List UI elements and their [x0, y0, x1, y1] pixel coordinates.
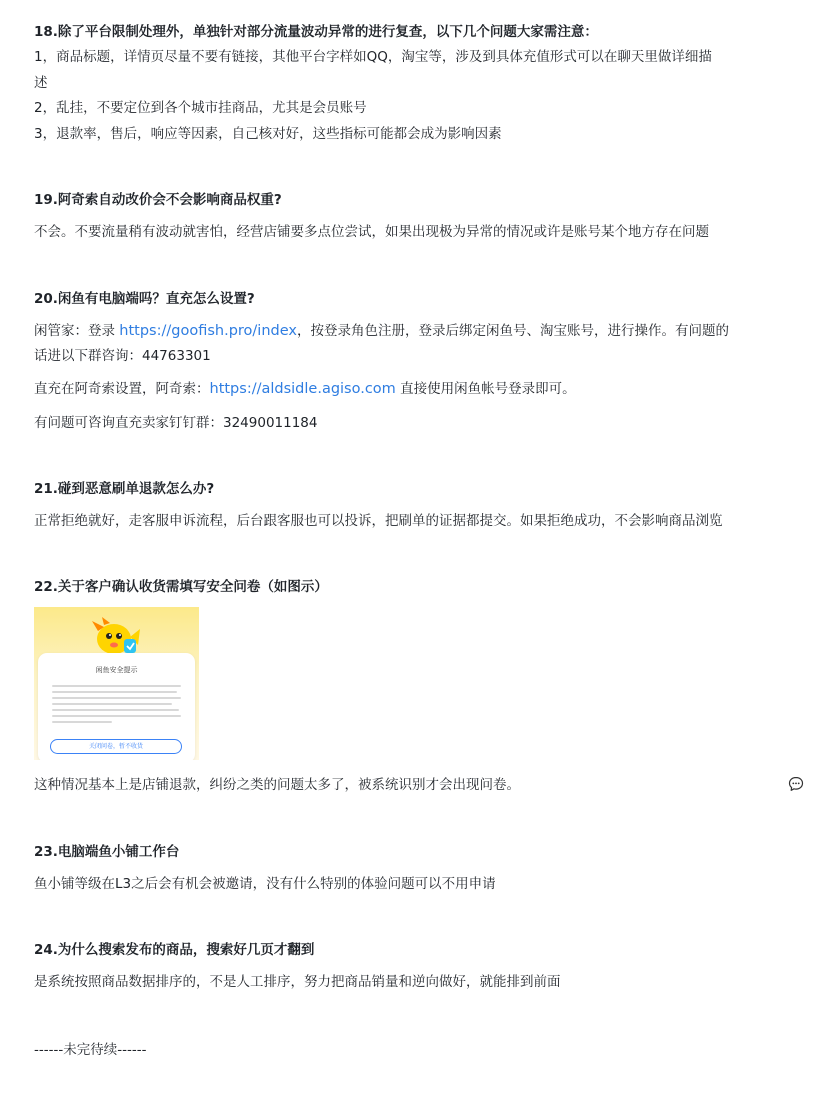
q19-title: 19.阿奇索自动改价会不会影响商品权重? — [34, 192, 282, 208]
q20-paragraph-2 — [34, 379, 576, 399]
goofish-link[interactable]: https://goofish.pro/index — [119, 323, 297, 339]
q23-answer: 鱼小铺等级在L3之后会有机会被邀请，没有什么特别的体验问题可以不用申请 — [34, 876, 496, 892]
dialog-text-line — [52, 703, 172, 705]
q24-answer: 是系统按照商品数据排序的，不是人工排序，努力把商品销量和逆向做好，就能排到前面 — [34, 974, 561, 990]
q20-p1-prefix: 闲管家：登录 — [34, 323, 120, 339]
q18-line3: 3，退款率，售后，响应等因素，自己核对好，这些指标可能都会成为影响因素 — [34, 126, 502, 142]
close-questionnaire-button: 关闭问卷，暂不收货 — [50, 739, 182, 754]
q20-p1-suffix: ，按登录角色注册，登录后绑定闲鱼号、淘宝账号，进行操作。有问题的 — [296, 323, 729, 339]
q22-answer: 这种情况基本上是店铺退款，纠纷之类的问题太多了，被系统识别才会出现问卷。 — [34, 777, 520, 793]
q22-title: 22.关于客户确认收货需填写安全问卷（如图示） — [34, 579, 328, 595]
comment-bubble-icon[interactable] — [788, 776, 804, 792]
q18-line1: 1，商品标题，详情页尽量不要有链接，其他平台字样如QQ，淘宝等，涉及到具体充值形式可以在聊天里做详细描 — [34, 49, 712, 65]
q20-p2-prefix: 直充在阿奇索设置，阿奇索： — [34, 381, 210, 397]
q20-paragraph-3: 有问题可咨询直充卖家钉钉群：32490011184 — [34, 415, 318, 431]
dialog-text-line — [52, 685, 181, 687]
q20-title: 20.闲鱼有电脑端吗？直充怎么设置? — [34, 291, 255, 307]
dialog-text-line — [52, 715, 181, 717]
to-be-continued: ------未完待续------ — [34, 1042, 147, 1058]
q21-answer: 正常拒绝就好，走客服申诉流程，后台跟客服也可以投诉，把刷单的证据都提交。如果拒绝成功，不会影响商品浏览 — [34, 513, 723, 529]
dialog-text-line — [52, 721, 112, 723]
q24-title: 24.为什么搜索发布的商品，搜索好几页才翻到 — [34, 942, 315, 958]
safety-dialog-card — [38, 653, 195, 760]
safety-questionnaire-image[interactable] — [34, 607, 199, 760]
q23-title: 23.电脑端鱼小铺工作台 — [34, 844, 180, 860]
dialog-text-line — [52, 697, 181, 699]
dialog-text-line — [52, 709, 179, 711]
q21-title: 21.碰到恶意刷单退款怎么办? — [34, 481, 215, 497]
q18-line2: 2，乱挂，不要定位到各个城市挂商品，尤其是会员账号 — [34, 100, 367, 116]
q19-answer: 不会。不要流量稍有波动就害怕，经营店铺要多点位尝试，如果出现极为异常的情况或许是账号某个地方存在问题 — [34, 224, 709, 240]
safety-dialog-title: 闲鱼安全提示 — [95, 666, 138, 674]
q18-title: 18.除了平台限制处理外，单独针对部分流量波动异常的进行复查，以下几个问题大家需注意： — [34, 24, 598, 40]
q20-p2-suffix: 直接使用闲鱼帐号登录即可。 — [395, 381, 576, 397]
dialog-text-line — [52, 691, 177, 693]
q20-paragraph-1 — [34, 321, 729, 341]
q20-p1-line2: 话进以下群咨询：44763301 — [34, 348, 211, 364]
q18-line1-cont: 述 — [34, 75, 48, 91]
agiso-link[interactable]: https://aldsidle.agiso.com — [209, 381, 396, 397]
